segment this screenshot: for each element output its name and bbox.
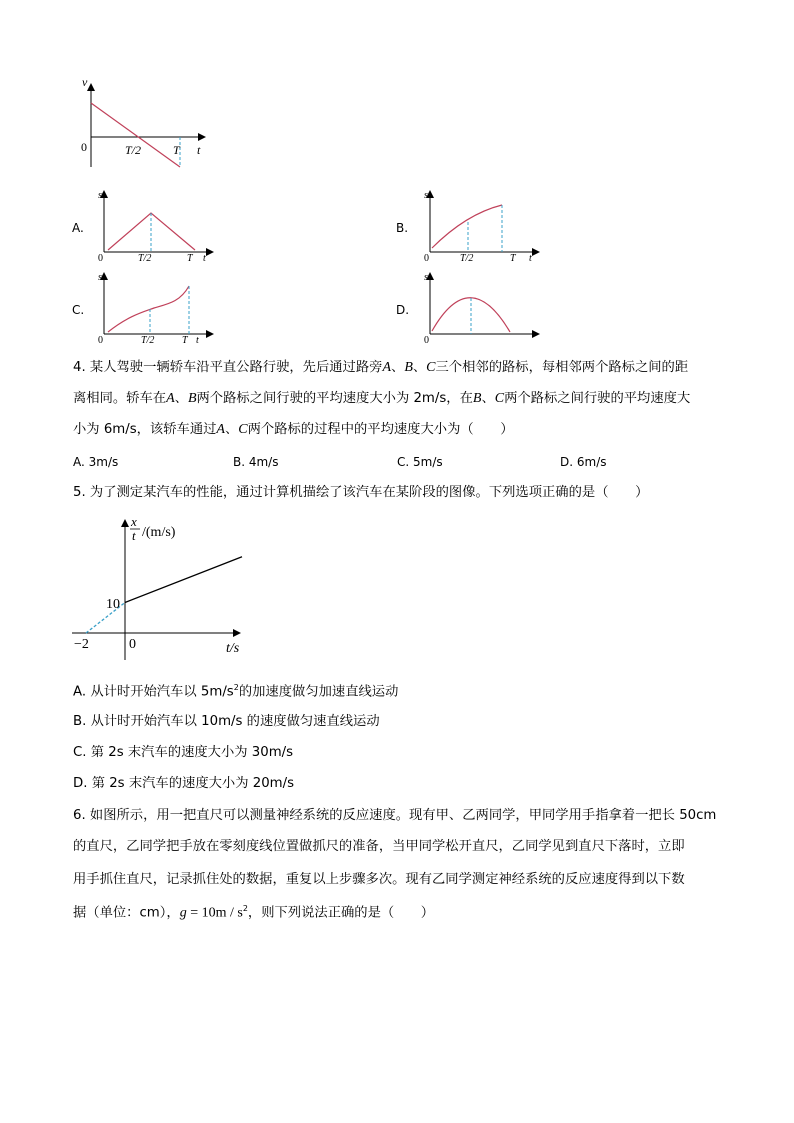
vt-graph xyxy=(70,72,220,182)
svg-text:T: T xyxy=(182,335,188,346)
svg-text:t: t xyxy=(203,253,206,264)
q4-option-d[interactable]: D. 6m/s xyxy=(560,455,607,469)
svg-text:T/2: T/2 xyxy=(138,253,152,264)
vt-x-label: t xyxy=(197,143,201,157)
svg-text:T/2: T/2 xyxy=(141,335,155,346)
svg-text:0: 0 xyxy=(98,335,103,346)
q5-y-num: x xyxy=(131,514,137,529)
vt-origin: 0 xyxy=(81,140,87,154)
svg-text:T/2: T/2 xyxy=(460,253,474,264)
svg-text:s: s xyxy=(424,190,428,201)
svg-text:t: t xyxy=(529,253,532,264)
q4-option-c[interactable]: C. 5m/s xyxy=(397,455,443,469)
svg-text:s: s xyxy=(98,190,102,201)
q4-line-1: 4. 某人驾驶一辆轿车沿平直公路行驶，先后通过路旁A、B、C三个相邻的路标，每相邻两个路标之间的距 xyxy=(73,360,689,375)
vt-y-label: v xyxy=(82,75,88,89)
svg-text:0: 0 xyxy=(98,253,103,264)
q5-option-d[interactable]: D. 第 2s 末汽车的速度大小为 20m/s xyxy=(73,776,295,791)
q5-origin: 0 xyxy=(129,637,136,652)
q5-option-a[interactable]: A. 从计时开始汽车以 $5m/s^2$的加速度做匀加速直线运动 xyxy=(73,683,399,700)
svg-text:t: t xyxy=(196,335,199,346)
q5-option-c[interactable]: C. 第 2s 末汽车的速度大小为 30m/s xyxy=(73,745,294,760)
q4-option-b[interactable]: B. 4m/s xyxy=(233,455,279,469)
q4-option-a[interactable]: A. 3m/s xyxy=(73,455,119,469)
svg-text:0: 0 xyxy=(424,253,429,264)
q3-c-curve xyxy=(108,286,189,332)
q6-line-2: 的直尺，乙同学把手放在零刻度线位置做抓尺的准备，当甲同学松开直尺，乙同学见到直尺下落时，立即 xyxy=(73,839,685,854)
q3-option-b-letter[interactable]: B. xyxy=(396,221,409,235)
q3-option-c-letter[interactable]: C. xyxy=(72,303,85,317)
vt-tick-T: T xyxy=(173,143,180,157)
q3-option-a-letter[interactable]: A. xyxy=(72,221,84,235)
q5-option-b[interactable]: B. 从计时开始汽车以 10m/s 的速度做匀速直线运动 xyxy=(73,714,380,729)
q5-neg-tick: −2 xyxy=(74,637,89,652)
q6-line-3: 用手抓住直尺，记录抓住处的数据，重复以上步骤多次。现有乙同学测定神经系统的反应速度得到以下数 xyxy=(73,872,685,887)
q3-graph-b xyxy=(414,186,544,264)
q4-line-3: 小为 6m/s，该轿车通过A、C两个路标的过程中的平均速度大小为（ ） xyxy=(73,422,514,437)
vt-line xyxy=(91,103,180,167)
q5-y-den: t xyxy=(132,528,136,543)
svg-text:T: T xyxy=(510,253,516,264)
svg-text:T: T xyxy=(187,253,193,264)
q5-x-label: t/s xyxy=(226,641,240,656)
vt-tick-half: T/2 xyxy=(125,143,142,157)
q5-stem: 5. 为了测定某汽车的性能，通过计算机描绘了该汽车在某阶段的图像。下列选项正确的是（ ） xyxy=(73,485,649,500)
q3-graph-d xyxy=(414,268,544,346)
q5-graph xyxy=(68,512,258,662)
q6-line-4: 据（单位：cm），$g = 10m / s^2$，则下列说法正确的是（ ） xyxy=(73,904,435,921)
q3-b-curve xyxy=(432,205,502,248)
svg-text:s: s xyxy=(98,272,102,283)
q3-graph-a xyxy=(88,186,218,264)
q5-solid-line xyxy=(125,557,242,603)
q3-option-d-letter[interactable]: D. xyxy=(396,303,410,317)
q5-intercept-label: 10 xyxy=(106,597,120,612)
q6-line-1: 6. 如图所示，用一把直尺可以测量神经系统的反应速度。现有甲、乙两同学，甲同学用手指拿着一把长 50cm xyxy=(73,808,717,823)
svg-text:s: s xyxy=(424,272,428,283)
q4-line-2: 离相同。轿车在A、B两个路标之间行驶的平均速度大小为 2m/s，在B、C两个路标之间行驶的平均速度大 xyxy=(73,391,691,406)
q5-y-unit: /(m/s) xyxy=(142,525,176,540)
q3-graph-c xyxy=(88,268,218,346)
q4-number: 4. xyxy=(73,360,86,375)
svg-text:0: 0 xyxy=(424,335,429,346)
